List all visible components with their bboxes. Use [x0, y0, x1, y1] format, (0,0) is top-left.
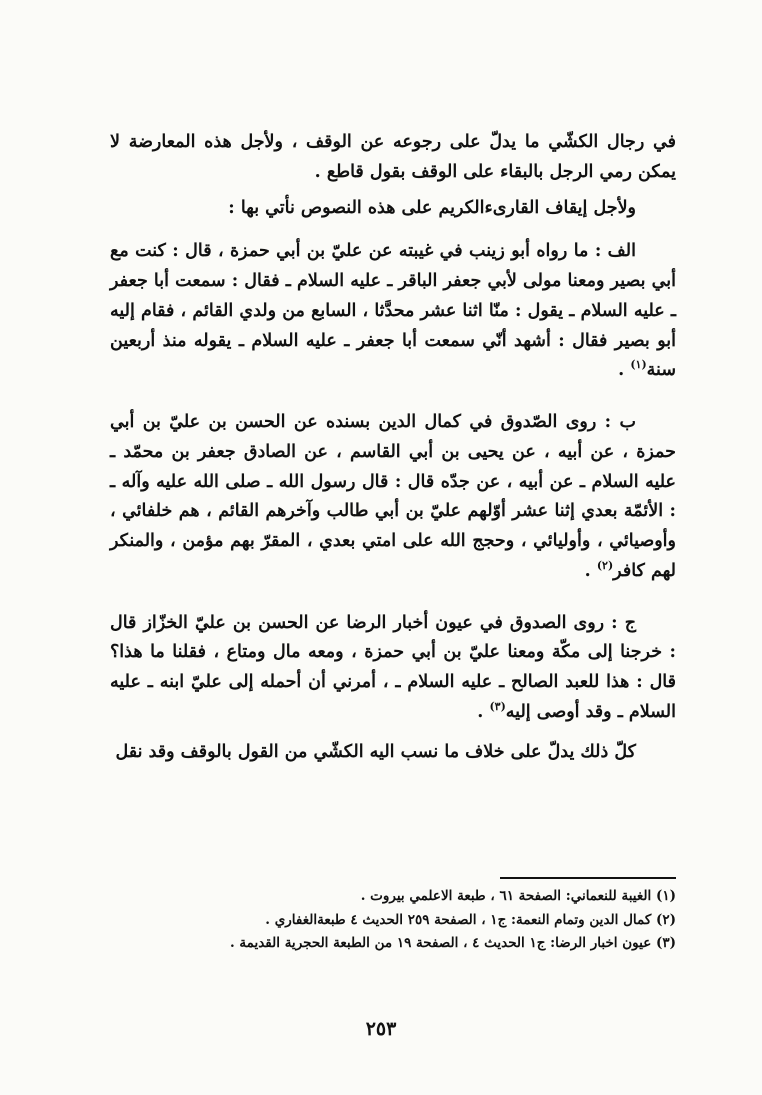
- sentence-end: .: [618, 360, 631, 381]
- paragraph-lead-in: ولأجل إيقاف القارىءالكريم على هذه النصوص نأتي بها :: [228, 197, 636, 218]
- footnote-ref-2: (٢): [596, 558, 614, 572]
- page-number: ٢٥٣: [365, 1018, 397, 1040]
- sentence-end: .: [477, 701, 490, 722]
- footnote-divider: [500, 877, 676, 879]
- paragraph-ba: ب : روى الصّدوق في كمال الدين بسنده عن الحسن بن عليّ بن أبي حمزة ، عن أبيه ، عن يحيى بن أبي القاسم ، عن الصادق جعفر بن محمّد ـ عليه السلام ـ عن أبيه ، عن جدّه قال : قال رسول الله ـ صلى الله عليه وآله ـ : الأئمّة بعدي إثنا عشر أوّلهم عليّ بن أبي طالب وآخرهم القائم ، هم خلفائي ، وأوصيائي ، وأوليائي ، وحجج الله على امتي بعدي ، المقرّ بهم مؤمن ، والمنكر لهم كافر$^{(٢)}$ .: [110, 412, 676, 581]
- footnotes: [110, 885, 676, 956]
- footnote-ref-1: (١): [630, 358, 647, 372]
- main-text: [110, 128, 676, 767]
- footnote-3: (٣) عيون اخبار الرضا: ج١ الحديث ٤ ، الصفحة ١٩ من الطبعة الحجرية القديمة .: [230, 935, 676, 952]
- footnote-ref-3: (٣): [489, 699, 506, 713]
- paragraph-jim: ج : روى الصدوق في عيون أخبار الرضا عن الحسن بن عليّ الخزّاز قال : خرجنا إلى مكّة ومعنا عليّ بن أبي حمزة ، ومعه مال ومتاع ، فقلنا ما هذا؟ قال : هذا للعبد الصالح ـ عليه السلام ـ ، أمرني أن أحمله إلى عليّ ابنه ـ عليه السلام ـ وقد أوصى إليه$^{(٣)}$ .: [110, 612, 676, 722]
- footnote-2: (٢) كمال الدين وتمام النعمة: ج١ ، الصفحة ٢٥٩ الحديث ٤ طبعةالغفاري .: [265, 911, 676, 928]
- sentence-end: .: [584, 560, 597, 581]
- paragraph-intro: في رجال الكشّي ما يدلّ على رجوعه عن الوقف ، ولأجل هذه المعارضة لا يمكن رمي الرجل بالبقاء على الوقف بقول قاطع .: [110, 132, 676, 182]
- footnote-1: (١) الغيبة للنعماني: الصفحة ٦١ ، طبعة الاعلمي بيروت .: [360, 888, 676, 904]
- paragraph-alif: الف : ما رواه أبو زينب في غيبته عن عليّ بن أبي حمزة ، قال : كنت مع أبي بصير ومعنا مولى لأبي جعفر الباقر ـ عليه السلام ـ فقال : سمعت أبا جعفر ـ عليه السلام ـ يقول : منّا اثنا عشر محدَّثا ، السابع من ولدي القائم ، فقام إليه أبو بصير فقال : أشهد أنّي سمعت أبا جعفر ـ عليه السلام ـ يقوله منذ أربعين سنة$^{(١)}$ .: [110, 241, 676, 381]
- paragraph-closing: كلّ ذلك يدلّ على خلاف ما نسب اليه الكشّي من القول بالوقف وقد نقل: [115, 741, 636, 762]
